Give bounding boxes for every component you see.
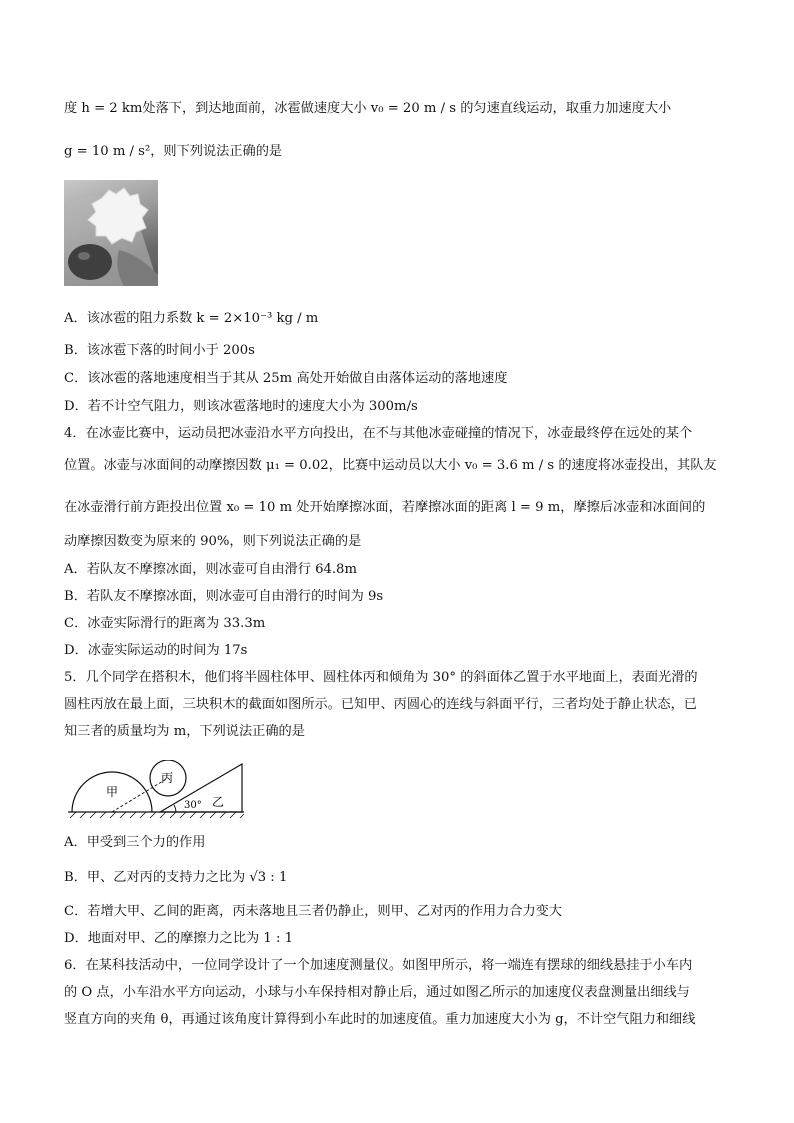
- q4-stem-line-4: 动摩擦因数变为原来的 90%，则下列说法正确的是: [64, 534, 362, 549]
- q3-stem-line-1: 度 h = 2 km处落下，到达地面前，冰雹做速度大小 v₀ = 20 m / s 的匀速直线运动，取重力加速度大小: [64, 101, 672, 116]
- q4-option-a: A．若队友不摩擦冰面，则冰壶可自由滑行 64.8m: [64, 562, 357, 577]
- q3-option-b: B．该冰雹下落的时间小于 200s: [64, 343, 255, 358]
- q6-stem-line-1: 6．在某科技活动中，一位同学设计了一个加速度测量仪。如图甲所示，将一端连有摆球的细线悬挂于小车内: [64, 958, 693, 973]
- q3-option-d: D．若不计空气阻力，则该冰雹落地时的速度大小为 300m/s: [64, 399, 418, 414]
- q4-stem-line-3: 在冰壶滑行前方距投出位置 x₀ = 10 m 处开始摩擦冰面，若摩擦冰面的距离 l = 9 m，摩擦后冰壶和冰面间的: [64, 500, 706, 515]
- ground-hatch: [70, 812, 244, 818]
- angle-arc: [174, 805, 176, 812]
- label-jia: 甲: [106, 785, 119, 799]
- q4-stem-line-1: 4．在冰壶比赛中，运动员把冰壶沿水平方向投出，在不与其他冰壶碰撞的情况下，冰壶最终停在远处的某个: [64, 426, 693, 441]
- q5-option-d: D．地面对甲、乙的摩擦力之比为 1 : 1: [64, 931, 293, 946]
- q3-option-a: A．该冰雹的阻力系数 k = 2×10⁻³ kg / m: [64, 311, 319, 326]
- q4-option-c: C．冰壶实际滑行的距离为 33.3m: [64, 616, 266, 631]
- q4-stem-line-2: 位置。冰壶与冰面间的动摩擦因数 μ₁ = 0.02，比赛中运动员以大小 v₀ = 3.6 m / s 的速度将冰壶投出，其队友: [64, 458, 717, 473]
- q5-option-c: C．若增大甲、乙间的距离，丙未落地且三者仍静止，则甲、乙对丙的作用力合力变大: [64, 904, 563, 919]
- q6-stem-line-3: 竖直方向的夹角 θ，再通过该角度计算得到小车此时的加速度值。重力加速度大小为 g，不计空气阻力和细线: [64, 1012, 696, 1027]
- q3-option-c: C．该冰雹的落地速度相当于其从 25m 高处开始做自由落体运动的落地速度: [64, 371, 508, 386]
- q3-stem-line-2: g = 10 m / s²，则下列说法正确的是: [64, 144, 283, 159]
- q5-stem-line-2: 圆柱丙放在最上面，三块积木的截面如图所示。已知甲、丙圆心的连线与斜面平行，三者均处于静止状态，已: [64, 697, 697, 712]
- q5-stem-line-3: 知三者的质量均为 m，下列说法正确的是: [64, 724, 305, 739]
- label-angle: 30°: [184, 800, 202, 811]
- q4-option-d: D．冰壶实际运动的时间为 17s: [64, 643, 248, 658]
- hailstone-photo: [64, 180, 158, 286]
- label-bing: 丙: [161, 771, 174, 785]
- q4-option-b: B．若队友不摩擦冰面，则冰壶可自由滑行的时间为 9s: [64, 589, 384, 604]
- q6-stem-line-2: 的 O 点，小车沿水平方向运动，小球与小车保持相对静止后，通过如图乙所示的加速度仪表盘测量出细线与: [64, 985, 690, 1000]
- blocks-figure: [64, 760, 264, 820]
- label-yi: 乙: [212, 795, 225, 809]
- q5-stem-line-1: 5．几个同学在搭积木，他们将半圆柱体甲、圆柱体丙和倾角为 30° 的斜面体乙置于水平地面上，表面光滑的: [64, 670, 698, 685]
- q5-option-a: A．甲受到三个力的作用: [64, 835, 206, 850]
- q5-option-b: B．甲、乙对丙的支持力之比为 √3 : 1: [64, 870, 288, 885]
